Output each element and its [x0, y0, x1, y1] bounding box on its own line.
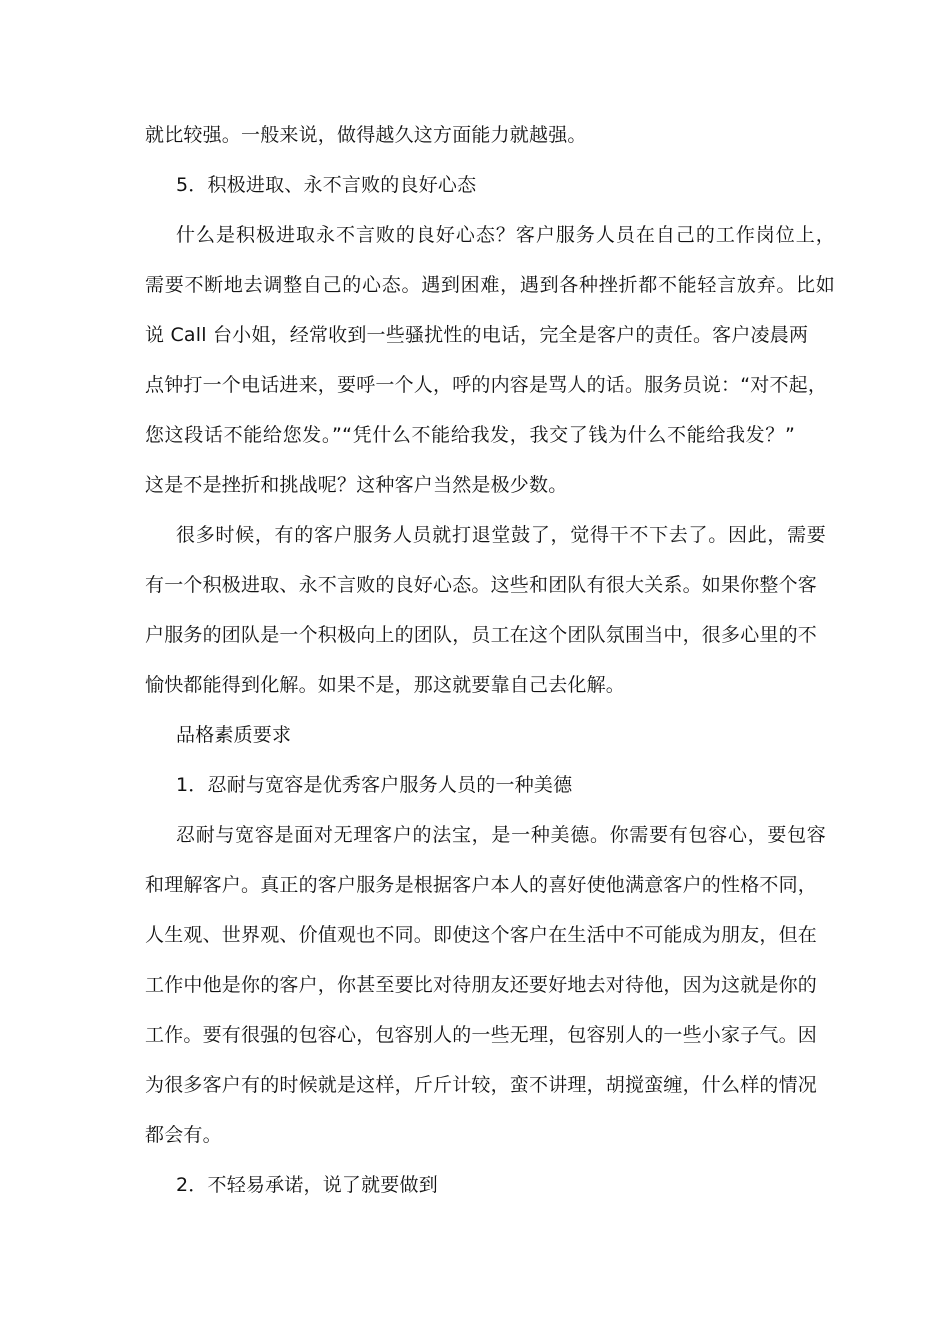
paragraph-line: 忍耐与宽容是面对无理客户的法宝，是一种美德。你需要有包容心，要包容	[176, 824, 826, 846]
paragraph-line: 需要不断地去调整自己的心态。遇到困难，遇到各种挫折都不能轻言放弃。比如	[145, 274, 835, 296]
section-heading: 5．积极进取、永不言败的良好心态	[176, 174, 477, 196]
paragraph-line: 有一个积极进取、永不言败的良好心态。这些和团队有很大关系。如果你整个客	[145, 574, 818, 596]
section-heading: 1．忍耐与宽容是优秀客户服务人员的一种美德	[176, 774, 573, 796]
paragraph-line: 为很多客户有的时候就是这样，斤斤计较，蛮不讲理，胡搅蛮缠，什么样的情况	[145, 1074, 818, 1096]
paragraph-line: 很多时候，有的客户服务人员就打退堂鼓了，觉得干不下去了。因此，需要	[176, 524, 826, 546]
paragraph-line: 什么是积极进取永不言败的良好心态？客户服务人员在自己的工作岗位上，	[176, 224, 835, 246]
paragraph-line: 户服务的团队是一个积极向上的团队，员工在这个团队氛围当中，很多心里的不	[145, 624, 818, 646]
paragraph-line: 说 Call 台小姐，经常收到一些骚扰性的电话，完全是客户的责任。客户凌晨两	[145, 324, 809, 346]
paragraph-line: 点钟打一个电话进来，要呼一个人，呼的内容是骂人的话。服务员说：“对不起，	[145, 374, 828, 396]
paragraph-line: 工作。要有很强的包容心，包容别人的一些无理，包容别人的一些小家子气。因	[145, 1024, 818, 1046]
paragraph-line: 就比较强。一般来说，做得越久这方面能力就越强。	[145, 124, 587, 146]
paragraph-line: 人生观、世界观、价值观也不同。即使这个客户在生活中不可能成为朋友，但在	[145, 924, 818, 946]
section-heading: 2．不轻易承诺，说了就要做到	[176, 1174, 438, 1196]
paragraph-line: 愉快都能得到化解。如果不是，那这就要靠自己去化解。	[145, 674, 626, 696]
paragraph-line: 这是不是挫折和挑战呢？这种客户当然是极少数。	[145, 474, 568, 496]
paragraph-line: 您这段话不能给您发。”“凭什么不能给我发，我交了钱为什么不能给我发？”	[145, 424, 795, 446]
section-heading: 品格素质要求	[176, 724, 292, 746]
paragraph-line: 工作中他是你的客户，你甚至要比对待朋友还要好地去对待他，因为这就是你的	[145, 974, 818, 996]
paragraph-line: 和理解客户。真正的客户服务是根据客户本人的喜好使他满意客户的性格不同，	[145, 874, 818, 896]
paragraph-line: 都会有。	[145, 1124, 222, 1146]
